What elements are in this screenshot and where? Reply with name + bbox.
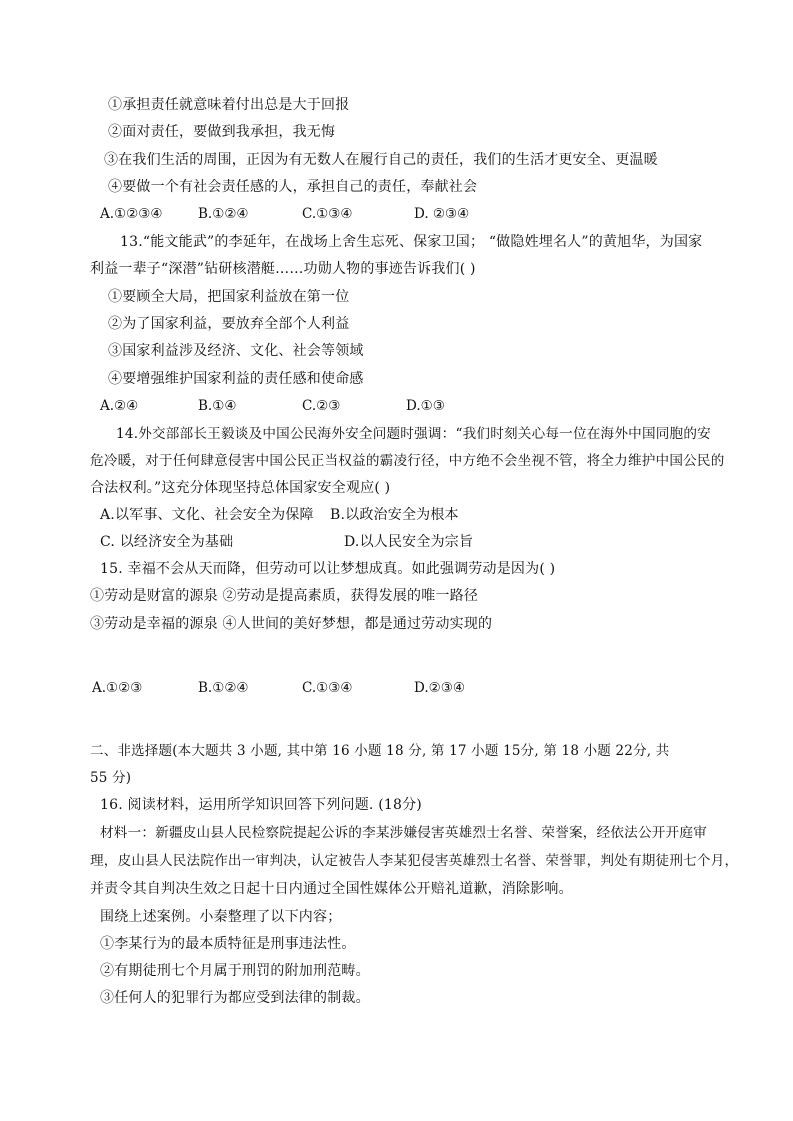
q12-item-2: ②面对责任，要做到我承担，我无悔 <box>108 124 336 140</box>
q15-option-b: B.①②④ <box>198 680 249 696</box>
q15-items-line-1: ①劳动是财富的源泉 ②劳动是提高素质，获得发展的唯一路径 <box>90 588 479 604</box>
q13-stem-line-2: 利益一辈子“深潜”钻研核潜艇……功勋人物的事迹告诉我们( ) <box>90 261 476 277</box>
q15-option-d: D.②③④ <box>414 680 465 696</box>
q15-option-c: C.①③④ <box>302 680 353 696</box>
q16-stem: 16. 阅读材料，运用所学知识回答下列问题. (18分) <box>100 797 422 813</box>
q13-option-b: B.①④ <box>198 398 237 414</box>
q16-material-line-2: 理，皮山县人民法院作出一审判决，认定被告人李某犯侵害英雄烈士名誉、荣誉罪，判处有期徒刑七个月， <box>90 853 739 869</box>
q13-item-1: ①要顾全大局，把国家利益放在第一位 <box>108 289 350 305</box>
section2-heading-line-1: 二、非选择题(本大题共 3 小题, 其中第 16 小题 18 分, 第 17 小题 15分, 第 18 小题 22分, 共 <box>90 743 670 759</box>
q16-item-2: ②有期徒刑七个月属于刑罚的附加刑范畴。 <box>100 963 370 979</box>
q12-item-4: ④要做一个有社会责任感的人，承担自己的责任，奉献社会 <box>108 179 478 195</box>
q12-item-1: ①承担责任就意味着付出总是大于回报 <box>108 97 350 113</box>
q14-option-d: D.以人民安全为宗旨 <box>344 534 474 550</box>
q13-option-a: A.②④ <box>100 398 139 414</box>
q14-option-b: B.以政治安全为根本 <box>330 507 459 523</box>
q12-option-b: B.①②④ <box>198 206 249 222</box>
q14-stem-line-1: 14.外交部部长王毅谈及中国公民海外安全问题时强调：“我们时刻关心每一位在海外中国同胞的安 <box>116 426 711 442</box>
q13-item-2: ②为了国家利益，要放弃全部个人利益 <box>108 316 350 332</box>
q16-item-1: ①李某行为的最本质特征是刑事违法性。 <box>100 936 356 952</box>
q13-option-d: D.①③ <box>406 398 445 414</box>
q13-option-c: C.②③ <box>302 398 341 414</box>
q12-option-d: D. ②③④ <box>414 206 470 222</box>
q13-item-4: ④要增强维护国家利益的责任感和使命感 <box>108 371 364 387</box>
q12-option-c: C.①③④ <box>302 206 353 222</box>
q16-material-line-3: 并责令其自判决生效之日起十日内通过全国性媒体公开赔礼道歉，消除影响。 <box>90 881 573 897</box>
q16-item-3: ③任何人的犯罪行为都应受到法律的制裁。 <box>100 990 370 1006</box>
q16-intro: 围绕上述案例。小秦整理了以下内容； <box>100 909 342 925</box>
q15-option-a: A.①②③ <box>92 680 143 696</box>
q13-stem-line-1: 13.“能文能武”的李延年，在战场上舍生忘死、保家卫国； “做隐姓埋名人”的黄旭华，为国家 <box>120 234 703 250</box>
q14-option-c: C. 以经济安全为基础 <box>100 534 234 550</box>
q12-option-a: A.①②③④ <box>100 206 163 222</box>
q12-item-3: ③在我们生活的周围，正因为有无数人在履行自己的责任，我们的生活才更安全、更温暖 <box>104 152 658 168</box>
q14-option-a: A.以军事、文化、社会安全为保障 <box>100 507 314 523</box>
q14-stem-line-3: 合法权利。”这充分体现坚持总体国家安全观应( ) <box>90 480 391 496</box>
q15-items-line-2: ③劳动是幸福的源泉 ④人世间的美好梦想，都是通过劳动实现的 <box>90 616 493 632</box>
q16-material-line-1: 材料一：新疆皮山县人民检察院提起公诉的李某涉嫌侵害英雄烈士名誉、荣誉案，经依法公开开庭审 <box>100 825 707 841</box>
q13-item-3: ③国家利益涉及经济、文化、社会等领域 <box>108 343 364 359</box>
q14-stem-line-2: 危冷暖，对于任何肆意侵害中国公民正当权益的霸凌行径，中方绝不会坐视不管，将全力维护中国公民的 <box>90 453 725 469</box>
q15-stem: 15. 幸福不会从天而降，但劳动可以让梦想成真。如此强调劳动是因为( ) <box>100 561 556 577</box>
section2-heading-line-2: 55 分) <box>90 770 132 786</box>
